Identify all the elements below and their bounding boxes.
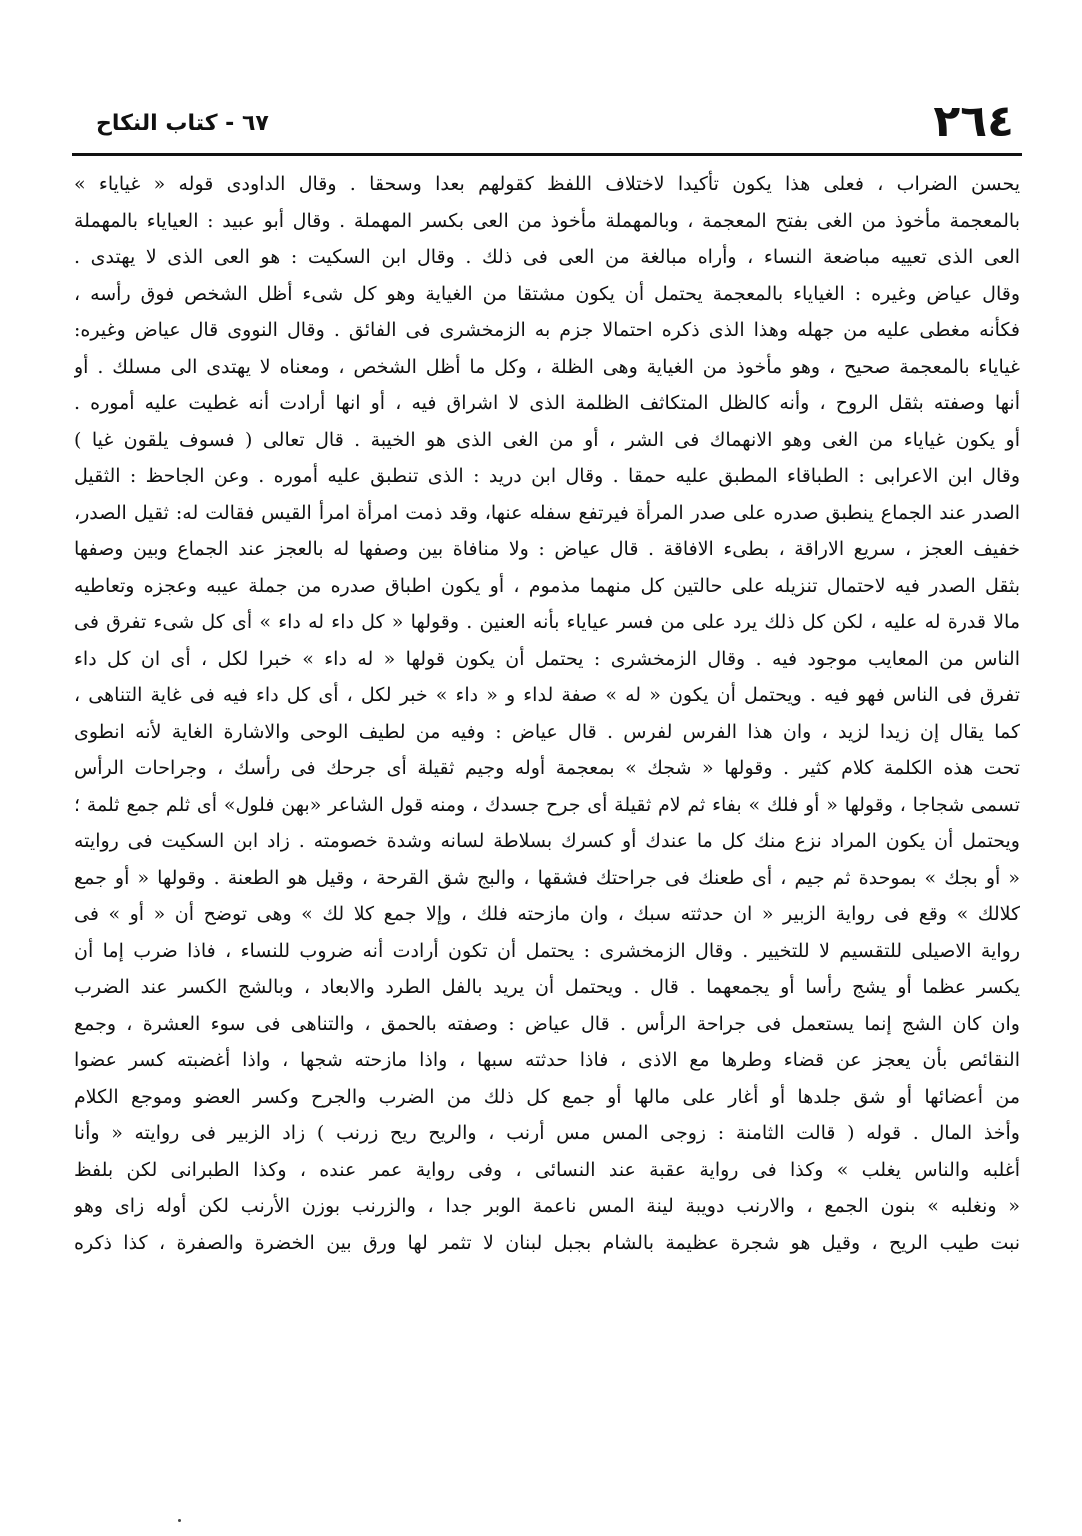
text-line: نبت طيب الريح ، وقيل هو شجرة عظيمة بالشام بجبل لبنان لا تثمر لها ورق بين الخضرة والصفرة ، كذا ذكره — [74, 1231, 1020, 1254]
text-line: كلالك » وقع فى رواية الزبير « ان حدثته سبك ، وان مازحته فلك ، وإلا جمع كلا لك » وهى توضح أن « أو » فى — [74, 903, 1020, 925]
page-header — [66, 96, 1024, 154]
running-title: ٦٧ - كتاب النكاح — [96, 111, 269, 136]
text-line: رواية الاصيلى للتقسيم لا للتخيير . وقال الزمخشرى : يحتمل أن تكون أرادت أنه ضروب للنساء ، فاذا ضرب إما أن — [74, 939, 1020, 962]
text-line: مالا قدرة له عليه ، لكن كل ذلك يرد على من فسر عياياء بأنه العنين . وقولها « كل داء له داء » أى كل شىء تفرق فى — [74, 611, 1020, 633]
text-line: بالمعجمة مأخوذ من الغى بفتح المعجمة ، وبالمهملة مأخوذ من العى بكسر المهملة . وقال أبو عبيد : العياياء بالمهملة — [74, 209, 1020, 232]
text-line: وان كان الشج إنما يستعمل فى جراحة الرأس . قال عياض : وصفته بالحمق ، والتناهى فى سوء العشرة ، وجمع — [74, 1012, 1020, 1035]
text-line: العى الذى تعييه مباضعة النساء ، وأراه مبالغة من العى فى ذلك . وقال ابن السكيت : هو العى الذى لا يهتدى . — [74, 246, 1020, 268]
text-line: يكسر عظما أو يشج رأسا أو يجمعهما . قال . ويحتمل أن يريد بالفل الطرد والابعاد ، وبالشج الكسر عند الضرب — [74, 976, 1020, 998]
text-line: الناس من المعايب موجود فيه . وقال الزمخشرى : يحتمل أن يكون قولها « له داء » خبرا لكل ، أى ان كل داء — [74, 647, 1020, 670]
header-rule — [72, 153, 1022, 156]
page-number: ٢٦٤ — [933, 96, 1014, 147]
text-line: غياياء بالمعجمة صحيح ، وهو مأخوذ من الغياية وهى الظلة ، وكل ما أظل الشخص ، ومعناه لا يهتدى الى مسلك . أو — [74, 355, 1020, 378]
text-line: خفيف العجز ، سريع الاراقة ، بطىء الافاقة . قال عياض : ولا منافاة بين وصفها له بالعجز عند الجماع وبين وصفها — [74, 538, 1020, 560]
text-line: تفرق فى الناس فهو فيه . ويحتمل أن يكون « له » صفة لداء و « داء » خبر لكل ، أى كل داء فيه فى غاية التناهى ، — [74, 684, 1020, 706]
text-line: تحت هذه الكلمة كلام كثير . وقولها « شجك » بمعجمة أوله وجيم ثقيلة أى جرحك فى رأسك ، وجراحات الرأس — [74, 757, 1020, 779]
text-line: يحسن الضراب ، فعلى هذا يكون تأكيدا لاختلاف اللفظ كقولهم بعدا وسحقا . وقال الداودى قوله « غياياء » — [74, 173, 1020, 195]
text-line: أنها وصفته بثقل الروح ، وأنه كالظل المتكاثف الظلمة الذى لا اشراق فيه ، أو انها أرادت أنه غطيت عليه أموره . — [74, 392, 1020, 414]
text-line: « ونغلبه » بنون الجمع ، والارنب دويبة لينة المس ناعمة الوبر جدا ، والزرنب بوزن الأرنب لكن أوله زاى وهو — [74, 1195, 1020, 1217]
text-line: ويحتمل أن يكون المراد نزع منك كل ما عندك أو كسرك بسلاطة لسانه وشدة خصومته . زاد ابن السكيت فى روايته — [74, 830, 1020, 852]
text-line: الصدر عند الجماع ينطبق صدره على صدر المرأة فيرتفع سفله عنها، وقد ذمت امرأة امرأ القيس فقالت له: ثقيل الصدر، — [74, 501, 1020, 524]
text-line: أغلبه والناس يغلب » وكذا فى رواية عقبة عند النسائى ، وفى رواية عمر عنده ، وكذا الطبرانى لكن بلفظ — [74, 1158, 1020, 1181]
text-line: من أعضائها أو شق جلدها أو أغار على مالها أو جمع كل ذلك من الضرب والجرح وكسر العضو وموجع الكلام — [74, 1085, 1020, 1108]
text-line: كما يقال إن زيدا لزيد ، وان هذا الفرس لفرس . قال عياض : وفيه من لطيف الوحى والاشارة الغاية لأنه انطوى — [74, 720, 1020, 743]
body-text — [74, 166, 1020, 1261]
text-line: فكأنه مغطى عليه من جهله وهذا الذى ذكره احتمالا جزم به الزمخشرى فى الفائق . وقال النووى قال عياض وغيره: — [74, 319, 1020, 341]
scan-speck — [178, 1519, 181, 1522]
text-line: أو يكون غياياء من الغى وهو الانهماك فى الشر ، أو من الغى الذى هو الخيبة . قال تعالى ( فسوف يلقون غيا ) — [74, 428, 1020, 451]
text-line: النقائص بأن يعجز عن قضاء وطرها مع الاذى ، فاذا حدثته سبها ، واذا مازحته شجها ، واذا أغضبته كسر عضوا — [74, 1049, 1020, 1071]
text-line: وقال عياض وغيره : الغياياء بالمعجمة يحتمل أن يكون مشتقا من الغياية وهو كل شىء أظل الشخص فوق رأسه ، — [74, 282, 1020, 305]
text-line: وأخذ المال . قوله ( قالت الثامنة : زوجى المس مس أرنب ، والريح ريح زرنب ) زاد الزبير فى روايته « وأنا — [74, 1122, 1020, 1144]
text-line: تسمى شجاجا ، وقولها « أو فلك » بفاء ثم لام ثقيلة أى جرح جسدك ، ومنه قول الشاعر «بهن فلول» أى ثلم جمع ثلمة ؛ — [74, 793, 1020, 816]
text-line: « أو بجك » بموحدة ثم جيم ، أى طعنك فى جراحتك فشقها ، والبج شق القرحة ، وقيل هو الطعنة . وقولها « أو جمع — [74, 866, 1020, 889]
text-line: بثقل الصدر فيه لاحتمال تنزيله على حالتين كل منهما مذموم ، أو يكون اطباق صدره من جملة عيبه وعجزه وتعاطيه — [74, 574, 1020, 597]
text-line: وقال ابن الاعرابى : الطباقاء المطبق عليه حمقا . وقال ابن دريد : الذى تنطبق عليه أموره . وعن الجاحظ : الثقيل — [74, 465, 1020, 487]
